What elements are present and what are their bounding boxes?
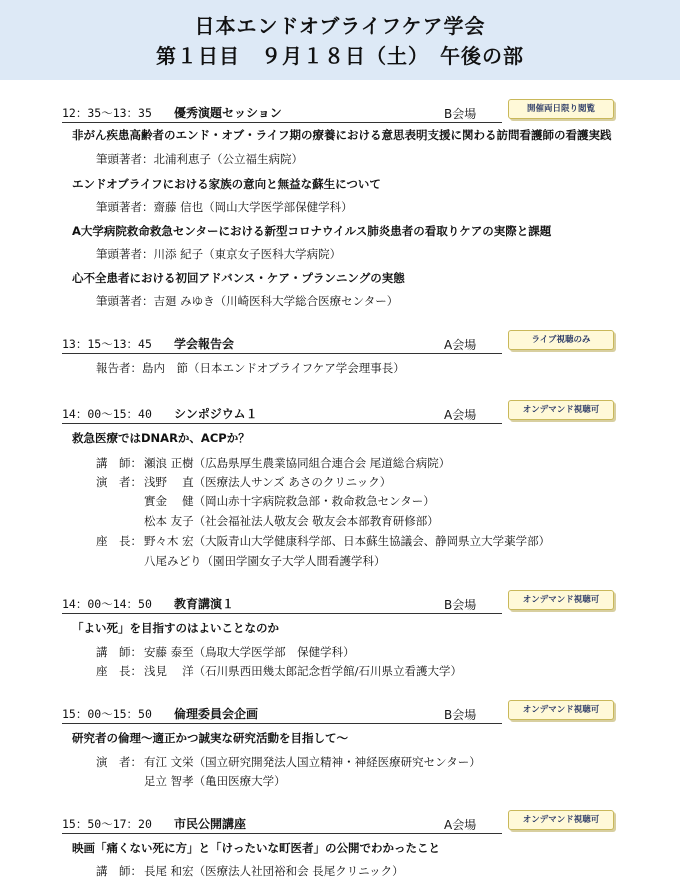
reporter: 報告者：島内 節（日本エンドオブライフケア学会理事長）: [96, 361, 405, 375]
paper-author: 筆頭著者：川添 紀子（東京女子医科大学病院）: [96, 247, 342, 261]
role-label: 講 師：: [96, 864, 142, 878]
session-header: [62, 594, 615, 616]
session-header: [62, 704, 615, 726]
viewing-badge: ライブ視聴のみ: [508, 330, 614, 350]
session-time: 12：35〜13：35: [62, 106, 152, 120]
session-time: 15：00〜15：50: [62, 707, 152, 721]
session-title: シンポジウム１: [174, 407, 258, 421]
role-label: 座 長：: [96, 534, 142, 548]
chair: 八尾みどり（園田学園女子大学人間看護学科）: [144, 554, 386, 568]
session-header: [62, 404, 615, 426]
session-header: [62, 103, 615, 125]
paper-author: 筆頭著者：齋藤 信也（岡山大学医学部保健学科）: [96, 200, 353, 214]
session-divider: [62, 723, 502, 724]
session-title: 学会報告会: [174, 337, 235, 351]
session-room: B会場: [444, 107, 477, 121]
viewing-badge: オンデマンド視聴可: [508, 700, 614, 720]
session-divider: [62, 122, 502, 123]
speaker: 實金 健（岡山赤十字病院救急部・救命救急センター）: [144, 494, 435, 508]
speaker: 足立 智孝（亀田医療大学）: [144, 774, 286, 788]
paper-author: 筆頭著者：吉廻 みゆき（川崎医科大学総合医療センター）: [96, 294, 399, 308]
session-title: 市民公開講座: [174, 817, 247, 831]
role-label: 演 者：: [96, 475, 142, 489]
session-divider: [62, 353, 502, 354]
paper-title: A大学病院救命救急センターにおける新型コロナウイルス肺炎患者の看取りケアの実際と課題: [72, 224, 552, 238]
paper-title: 非がん疾患高齢者のエンド・オブ・ライフ期の療養における意思表明支援に関わる訪問看護師の看護実践: [72, 128, 612, 142]
session-theme: 救急医療ではDNARか、ACPか？: [72, 431, 250, 445]
session-divider: [62, 423, 502, 424]
session-divider: [62, 833, 502, 834]
viewing-badge: オンデマンド視聴可: [508, 400, 614, 420]
session-room: A会場: [444, 408, 477, 422]
session-header: [62, 334, 615, 356]
session-room: A会場: [444, 818, 477, 832]
session-theme: 映画「痛くない死に方」と「けったいな町医者」の公開でわかったこと: [72, 841, 440, 855]
paper-title: エンドオブライフにおける家族の意向と無益な蘇生について: [72, 177, 381, 191]
speaker: 松本 友子（社会福祉法人敬友会 敬友会本部教育研修部）: [144, 514, 439, 528]
conference-title: 日本エンドオブライフケア学会: [194, 14, 486, 38]
lecturer: 瀬浪 正樹（広島県厚生農業協同組合連合会 尾道総合病院）: [144, 456, 451, 470]
session-theme: 「よい死」を目指すのはよいことなのか: [72, 621, 279, 635]
session-divider: [62, 613, 502, 614]
lecturer: 長尾 和宏（医療法人社団裕和会 長尾クリニック）: [144, 864, 404, 878]
day-subtitle: 第１日目 ９月１８日（土） 午後の部: [156, 44, 524, 68]
speaker: 浅野 直（医療法人サンズ あさのクリニック）: [144, 475, 392, 489]
chair: 浅見 洋（石川県西田幾太郎記念哲学館/石川県立看護大学）: [144, 664, 463, 678]
session-room: B会場: [444, 598, 477, 612]
viewing-badge: 開催両日限り閲覧: [508, 99, 614, 119]
chair: 野々木 宏（大阪青山大学健康科学部、日本蘇生協議会、静岡県立大学薬学部）: [144, 534, 551, 548]
session-time: 14：00〜14：50: [62, 597, 152, 611]
session-theme: 研究者の倫理〜適正かつ誠実な研究活動を目指して〜: [72, 731, 348, 745]
session-time: 14：00〜15：40: [62, 407, 152, 421]
role-label: 座 長：: [96, 664, 142, 678]
viewing-badge: オンデマンド視聴可: [508, 590, 614, 610]
session-room: A会場: [444, 338, 477, 352]
session-room: B会場: [444, 708, 477, 722]
role-label: 講 師：: [96, 456, 142, 470]
lecturer: 安藤 泰至（鳥取大学医学部 保健学科）: [144, 645, 355, 659]
session-title: 倫理委員会企画: [174, 707, 259, 721]
session-header: [62, 814, 615, 836]
speaker: 有江 文栄（国立研究開発法人国立精神・神経医療研究センター）: [144, 755, 481, 769]
role-label: 講 師：: [96, 645, 142, 659]
page-header: [0, 0, 680, 80]
session-title: 教育講演１: [174, 597, 235, 611]
paper-author: 筆頭著者：北浦利恵子（公立福生病院）: [96, 152, 303, 166]
role-label: 演 者：: [96, 755, 142, 769]
paper-title: 心不全患者における初回アドバンス・ケア・プランニングの実態: [72, 271, 405, 285]
session-title: 優秀演題セッション: [174, 106, 282, 120]
session-time: 15：50〜17：20: [62, 817, 152, 831]
viewing-badge: オンデマンド視聴可: [508, 810, 614, 830]
session-time: 13：15〜13：45: [62, 337, 152, 351]
